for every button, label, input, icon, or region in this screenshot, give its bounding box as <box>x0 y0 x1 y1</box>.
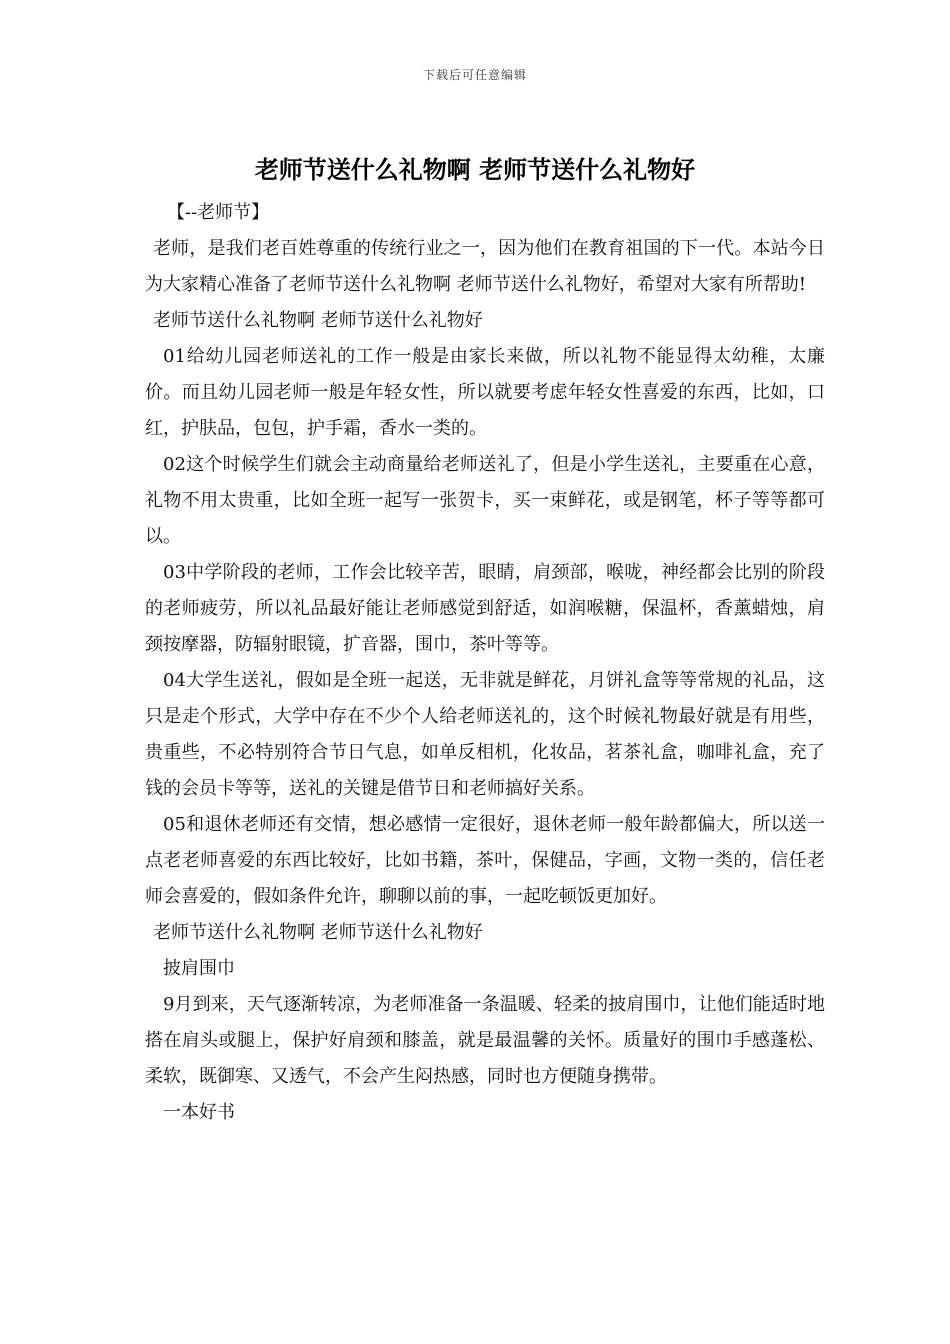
subheading: 一本好书 <box>163 1102 235 1123</box>
list-item: 04大学生送礼，假如是全班一起送，无非就是鲜花，月饼礼盒等等常规的礼品，这只是走个形式，大学中存在不少个人给老师送礼的，这个时候礼物最好就是有用些，贵重些，不必特别符合节日气息，如单反相机，化妆品，茗茶礼盒，咖啡礼盒，充了钱的会员卡等等，送礼的关键是借节日和老师搞好关系。 <box>145 670 825 799</box>
list-item: 03中学阶段的老师，工作会比较辛苦，眼睛，肩颈部，喉咙，神经都会比别的阶段的老师疲劳，所以礼品最好能让老师感觉到舒适，如润喉糖，保温杯，香薰蜡烛，肩颈按摩器，防辐射眼镜，扩音器，围巾，茶叶等等。 <box>145 562 825 655</box>
document-body <box>145 195 825 1131</box>
list-item: 02这个时候学生们就会主动商量给老师送礼了，但是小学生送礼，主要重在心意，礼物不用太贵重，比如全班一起写一张贺卡，买一束鲜花，或是钢笔，杯子等等都可以。 <box>145 454 825 547</box>
subheading: 披肩围巾 <box>163 958 235 979</box>
list-item: 05和退休老师还有交情，想必感情一定很好，退休老师一般年龄都偏大，所以送一点老老师喜爱的东西比较好，比如书籍，茶叶，保健品，字画，文物一类的，信任老师会喜爱的，假如条件允许，聊聊以前的事，一起吃顿饭更加好。 <box>145 814 825 907</box>
header-note: 下载后可任意编辑 <box>422 68 527 82</box>
section-heading: 老师节送什么礼物啊 老师节送什么礼物好 <box>153 310 483 331</box>
section-heading: 老师节送什么礼物啊 老师节送什么礼物好 <box>153 922 483 943</box>
document-title: 老师节送什么礼物啊 老师节送什么礼物好 <box>254 155 696 184</box>
body-paragraph: 9月到来，天气逐渐转凉，为老师准备一条温暖、轻柔的披肩围巾，让他们能适时地搭在肩头或腿上，保护好肩颈和膝盖，就是最温馨的关怀。质量好的围巾手感蓬松、柔软，既御寒、又透气，不会产生闷热感，同时也方便随身携带。 <box>145 994 825 1087</box>
category-tag: 【--老师节】 <box>167 202 270 223</box>
intro-paragraph: 老师，是我们老百姓尊重的传统行业之一，因为他们在教育祖国的下一代。本站今日为大家精心准备了老师节送什么礼物啊 老师节送什么礼物好，希望对大家有所帮助! <box>145 238 825 295</box>
list-item: 01给幼儿园老师送礼的工作一般是由家长来做，所以礼物不能显得太幼稚，太廉价。而且幼儿园老师一般是年轻女性，所以就要考虑年轻女性喜爱的东西，比如，口红，护肤品，包包，护手霜，香水一类的。 <box>145 346 825 439</box>
